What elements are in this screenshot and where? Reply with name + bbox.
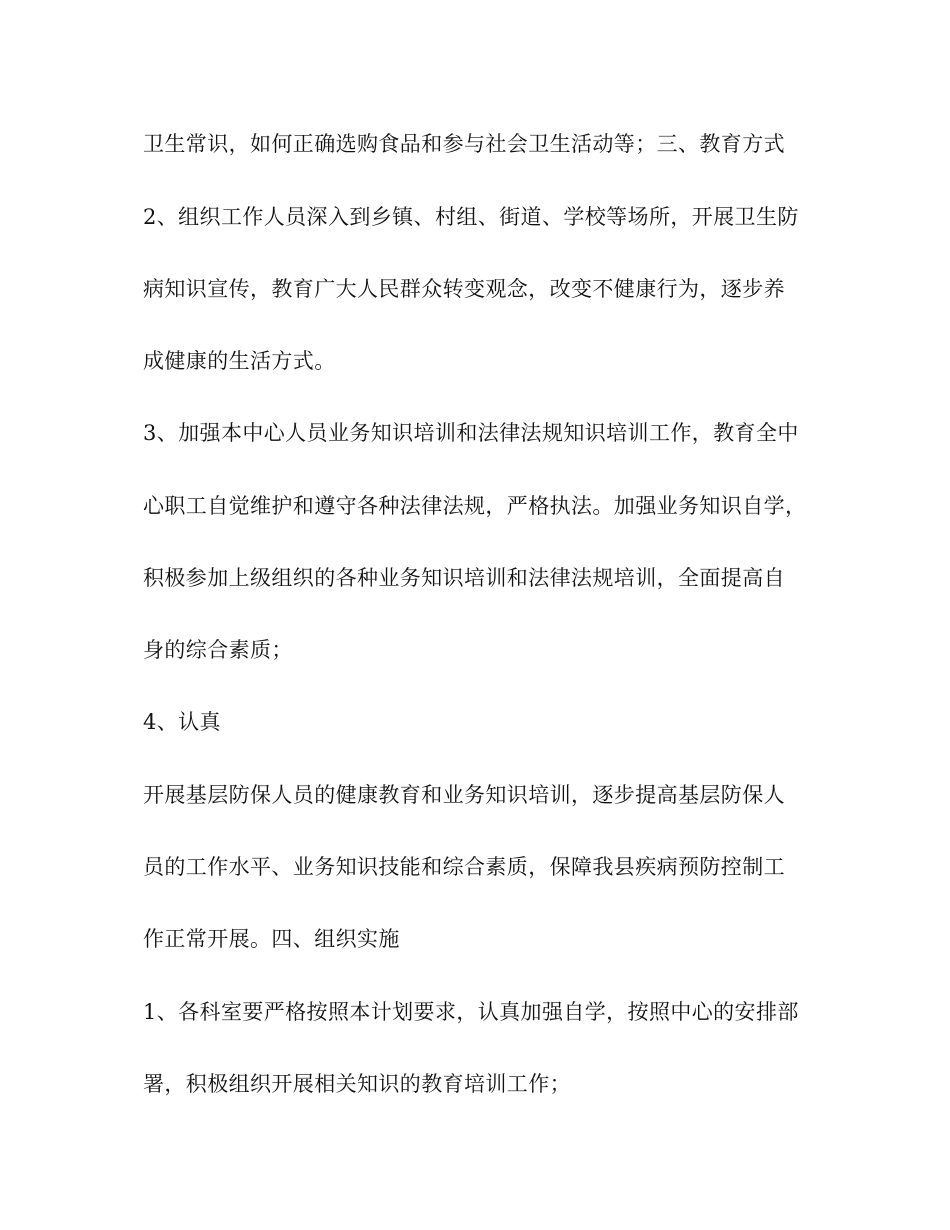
- text-line-8: 身的综合素质；: [143, 638, 293, 662]
- text-line-14: 署，积极组织开展相关知识的教育培训工作；: [143, 1072, 571, 1096]
- text-line-5: 3、加强本中心人员业务知识培训和法律法规知识培训工作，教育全中: [143, 421, 799, 445]
- text-line-4: 成健康的生活方式。: [143, 349, 336, 373]
- text-line-3: 病知识宣传，教育广大人民群众转变观念，改变不健康行为，逐步养: [143, 277, 785, 301]
- text-line-10: 开展基层防保人员的健康教育和业务知识培训，逐步提高基层防保人: [143, 783, 785, 807]
- text-line-13: 1、各科室要严格按照本计划要求，认真加强自学，按照中心的安排部: [143, 1000, 799, 1024]
- text-line-12: 作正常开展。四、组织实施: [143, 927, 400, 951]
- text-line-6: 心职工自觉维护和遵守各种法律法规，严格执法。加强业务知识自学，: [143, 494, 807, 518]
- text-line-9: 4、认真: [143, 710, 221, 734]
- text-line-11: 员的工作水平、业务知识技能和综合素质，保障我县疾病预防控制工: [143, 855, 785, 879]
- text-line-7: 积极参加上级组织的各种业务知识培训和法律法规培训，全面提高自: [143, 566, 785, 590]
- text-line-1: 卫生常识，如何正确选购食品和参与社会卫生活动等；三、教育方式: [143, 132, 785, 156]
- text-line-2: 2、组织工作人员深入到乡镇、村组、街道、学校等场所，开展卫生防: [143, 205, 799, 229]
